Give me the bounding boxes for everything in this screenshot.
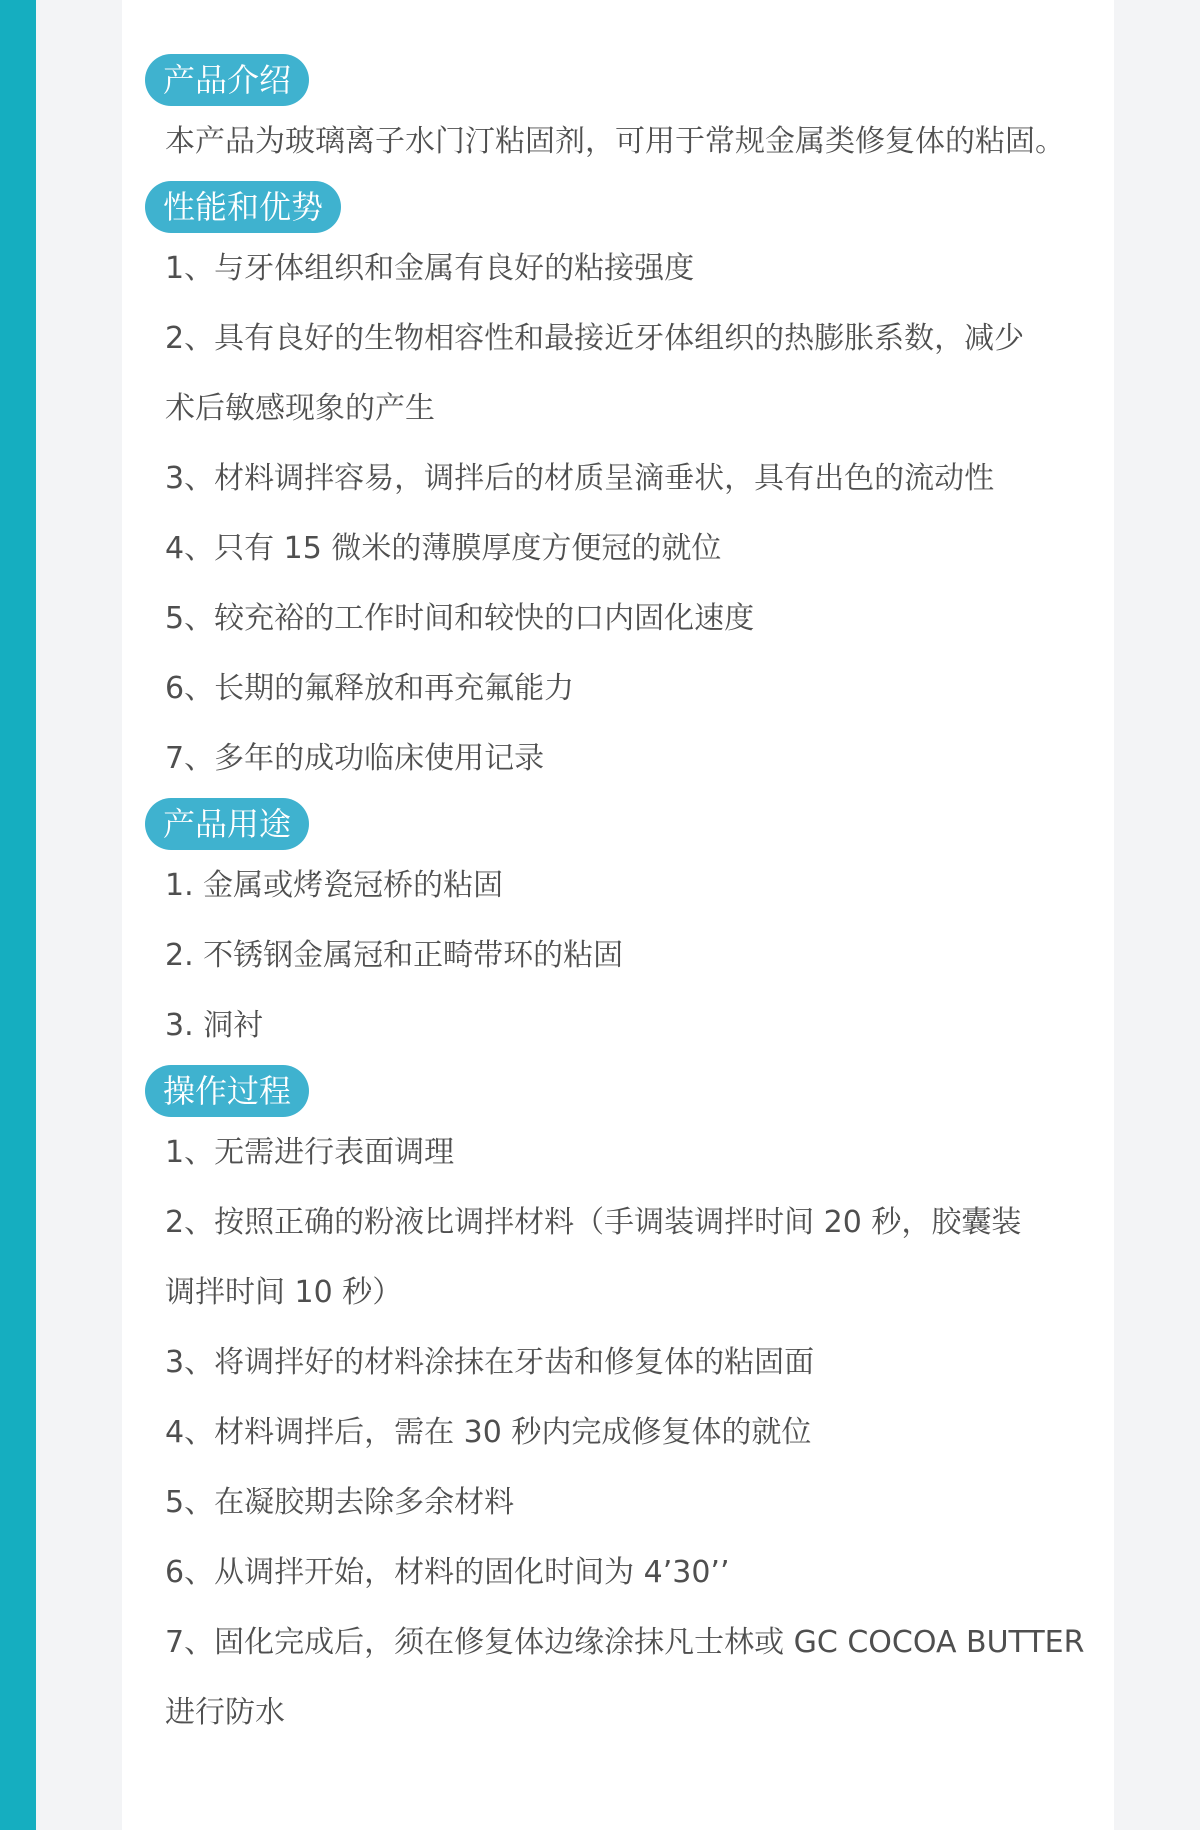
text-line: 4、只有 15 微米的薄膜厚度方便冠的就位 [165, 531, 722, 566]
text-line: 6、从调拌开始，材料的固化时间为 4’30’’ [165, 1555, 730, 1590]
section-title: 性能和优势 [145, 181, 341, 233]
text-line: 进行防水 [165, 1695, 285, 1730]
text-line: 1. 金属或烤瓷冠桥的粘固 [165, 868, 504, 903]
section-advantages [145, 181, 1125, 794]
section-title: 产品介绍 [145, 54, 309, 106]
text-line: 3、将调拌好的材料涂抹在牙齿和修复体的粘固面 [165, 1345, 815, 1380]
text-line: 2. 不锈钢金属冠和正畸带环的粘固 [165, 938, 624, 973]
text-line: 本产品为玻璃离子水门汀粘固剂，可用于常规金属类修复体的粘固。 [165, 124, 1065, 159]
text-line: 7、多年的成功临床使用记录 [165, 741, 545, 776]
text-line: 2、具有良好的生物相容性和最接近牙体组织的热膨胀系数，减少 [165, 321, 1025, 356]
text-line: 4、材料调拌后，需在 30 秒内完成修复体的就位 [165, 1415, 812, 1450]
text-line: 5、较充裕的工作时间和较快的口内固化速度 [165, 601, 755, 636]
section-uses [145, 798, 1125, 1061]
text-line: 术后敏感现象的产生 [165, 391, 435, 426]
section-introduction [145, 54, 1125, 177]
left-accent-stripe [0, 0, 36, 1830]
section-title: 产品用途 [145, 798, 309, 850]
text-line: 1、无需进行表面调理 [165, 1135, 455, 1170]
text-line: 5、在凝胶期去除多余材料 [165, 1485, 515, 1520]
text-line: 6、长期的氟释放和再充氟能力 [165, 671, 575, 706]
text-line: 调拌时间 10 秒） [165, 1275, 403, 1310]
product-description [145, 54, 1125, 1748]
section-procedure [145, 1065, 1125, 1748]
text-line: 3、材料调拌容易，调拌后的材质呈滴垂状，具有出色的流动性 [165, 461, 995, 496]
text-line: 2、按照正确的粉液比调拌材料（手调装调拌时间 20 秒，胶囊装 [165, 1205, 1022, 1240]
section-title: 操作过程 [145, 1065, 309, 1117]
text-line: 1、与牙体组织和金属有良好的粘接强度 [165, 251, 695, 286]
text-line: 7、固化完成后，须在修复体边缘涂抹凡士林或 GC COCOA BUTTER [165, 1625, 1085, 1660]
text-line: 3. 洞衬 [165, 1008, 264, 1043]
